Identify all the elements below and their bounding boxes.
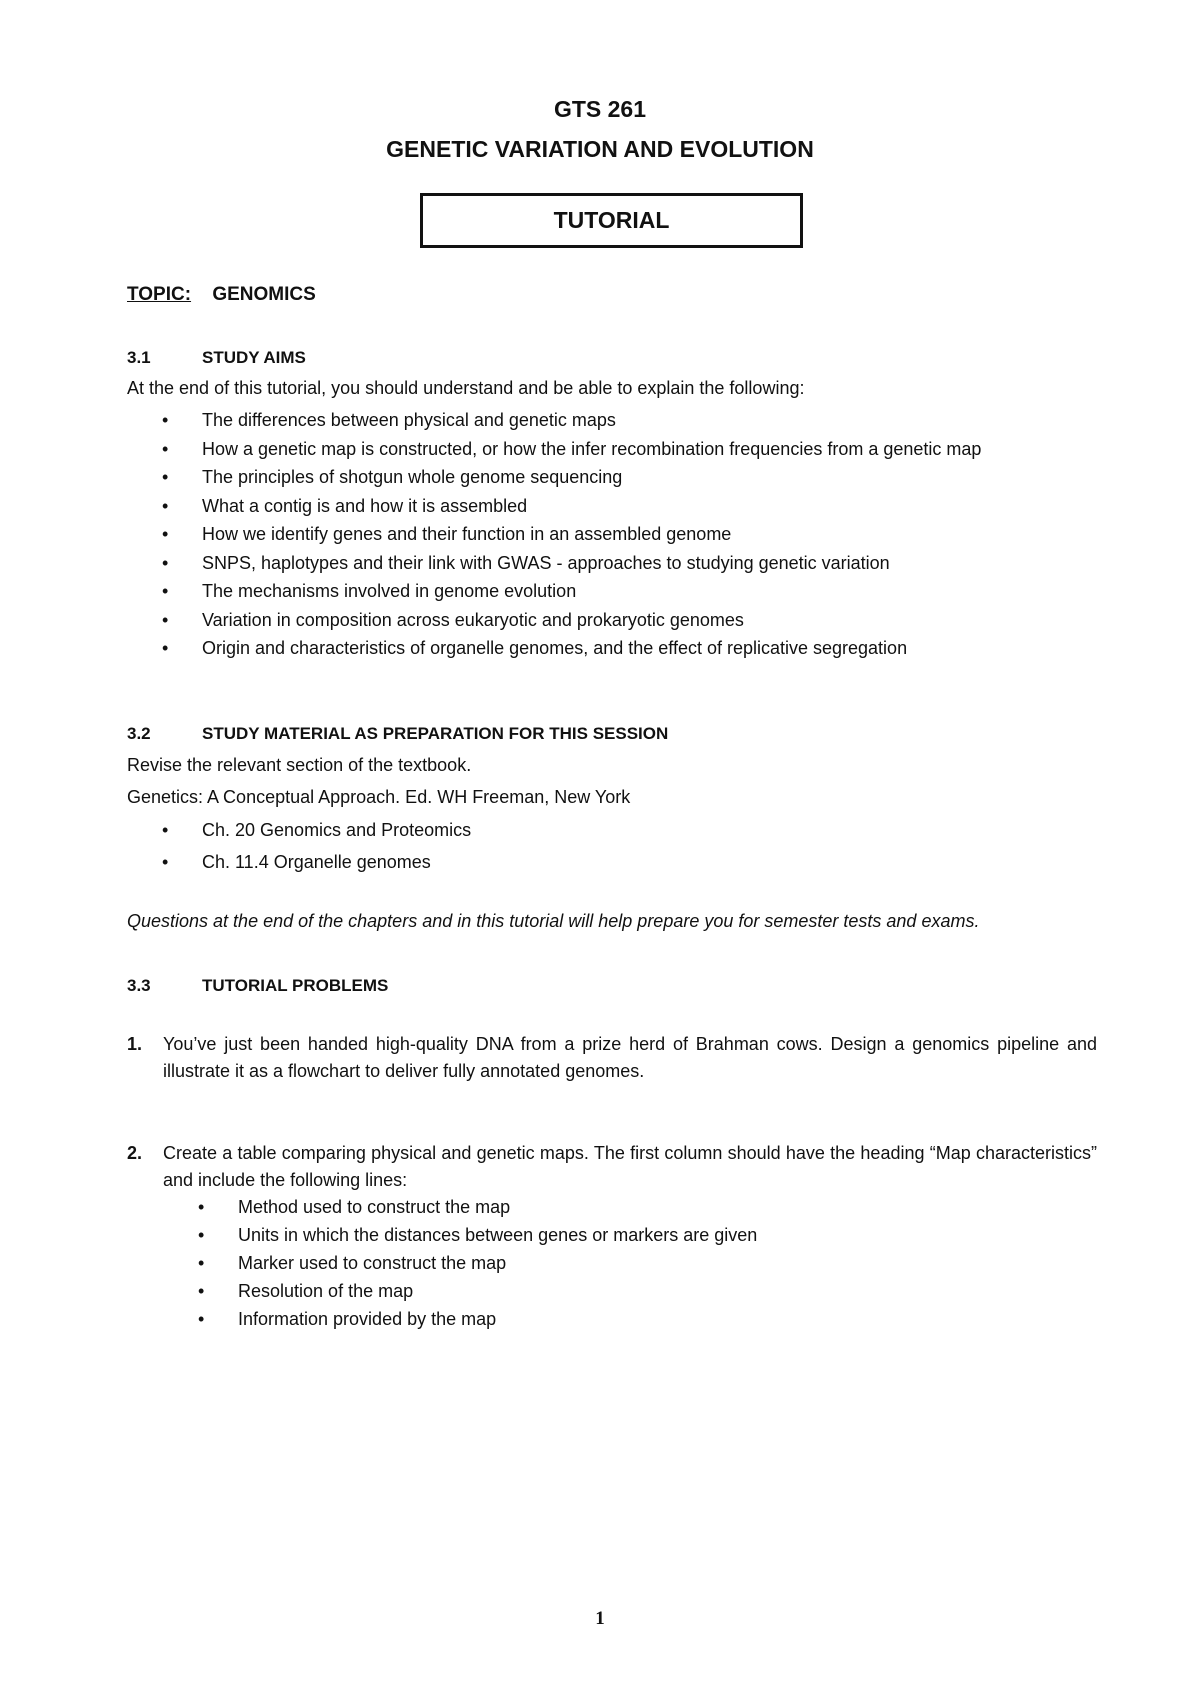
list-item: • Ch. 11.4 Organelle genomes (127, 846, 471, 878)
bullet-icon: • (162, 820, 169, 840)
bullet-icon: • (198, 1197, 205, 1217)
section-number: 3.2 (127, 724, 151, 743)
list-item: • Origin and characteristics of organelle genomes, and the effect of replicative segregation (127, 634, 981, 663)
question-text: You’ve just been handed high-quality DNA from a prize herd of Brahman cows. Design a genomics pipeline and illustrate it as a flowchart to deliver fully annotated genomes. (163, 1034, 1097, 1081)
list-item: • Units in which the distances between genes or markers are given (163, 1221, 757, 1249)
bullet-icon: • (162, 467, 169, 487)
list-item: • Method used to construct the map (163, 1193, 757, 1221)
question-1 (127, 1031, 1097, 1085)
question-2 (127, 1140, 1097, 1194)
tutorial-box: TUTORIAL (420, 193, 803, 248)
list-item: • Resolution of the map (163, 1277, 757, 1305)
list-item: • SNPS, haplotypes and their link with GWAS - approaches to studying genetic variation (127, 549, 981, 578)
preparation-line-2: Genetics: A Conceptual Approach. Ed. WH Freeman, New York (127, 787, 631, 807)
course-code: GTS 261 (553, 96, 647, 122)
list-item: • Variation in composition across eukaryotic and prokaryotic genomes (127, 606, 981, 635)
section-title: STUDY AIMS (202, 348, 306, 367)
bullet-icon: • (198, 1309, 205, 1329)
list-item: • How a genetic map is constructed, or how the infer recombination frequencies from a genetic map (127, 435, 981, 464)
list-item: • Ch. 20 Genomics and Proteomics (127, 814, 471, 846)
bullet-icon: • (162, 410, 169, 430)
section-title: TUTORIAL PROBLEMS (202, 976, 389, 995)
list-item: • What a contig is and how it is assembled (127, 492, 981, 521)
aims-list (127, 406, 981, 663)
list-item: • The principles of shotgun whole genome sequencing (127, 463, 981, 492)
question-number: 1. (127, 1034, 143, 1054)
section-heading-tutorial-problems (127, 976, 388, 996)
bullet-icon: • (162, 524, 169, 544)
bullet-icon: • (162, 852, 169, 872)
aims-intro: At the end of this tutorial, you should understand and be able to explain the following: (127, 378, 805, 398)
list-item: • The differences between physical and genetic maps (127, 406, 981, 435)
bullet-icon: • (198, 1253, 205, 1273)
list-item: • How we identify genes and their function in an assembled genome (127, 520, 981, 549)
course-title: GENETIC VARIATION AND EVOLUTION (386, 136, 814, 162)
section-heading-study-aims (127, 348, 306, 368)
section-heading-study-material (127, 724, 668, 744)
bullet-icon: • (162, 552, 169, 573)
preparation-note: Questions at the end of the chapters and in this tutorial will help prepare you for semester tests and exams. (127, 911, 980, 931)
topic-value: GENOMICS (212, 284, 316, 305)
bullet-icon: • (162, 638, 169, 658)
bullet-icon: • (162, 438, 169, 459)
list-item: • The mechanisms involved in genome evolution (127, 577, 981, 606)
section-number: 3.1 (127, 348, 151, 367)
bullet-icon: • (162, 609, 169, 630)
list-item: • Marker used to construct the map (163, 1249, 757, 1277)
preparation-line-1: Revise the relevant section of the textbook. (127, 755, 472, 775)
list-item: • Information provided by the map (163, 1305, 757, 1333)
section-number: 3.3 (127, 976, 151, 995)
bullet-icon: • (162, 581, 169, 601)
question-number: 2. (127, 1143, 143, 1163)
chapters-list (127, 814, 471, 878)
bullet-icon: • (162, 495, 169, 516)
topic-label: TOPIC: (127, 284, 192, 305)
bullet-icon: • (198, 1225, 205, 1245)
topic-line (127, 284, 316, 306)
section-title: STUDY MATERIAL AS PREPARATION FOR THIS SESSION (202, 724, 669, 743)
question-text: Create a table comparing physical and genetic maps. The first column should have the heading “Map characteristics” and include the following lines: (163, 1143, 1097, 1190)
bullet-icon: • (198, 1281, 205, 1301)
page-number: 1 (595, 1608, 605, 1629)
question-2-list (163, 1193, 757, 1333)
